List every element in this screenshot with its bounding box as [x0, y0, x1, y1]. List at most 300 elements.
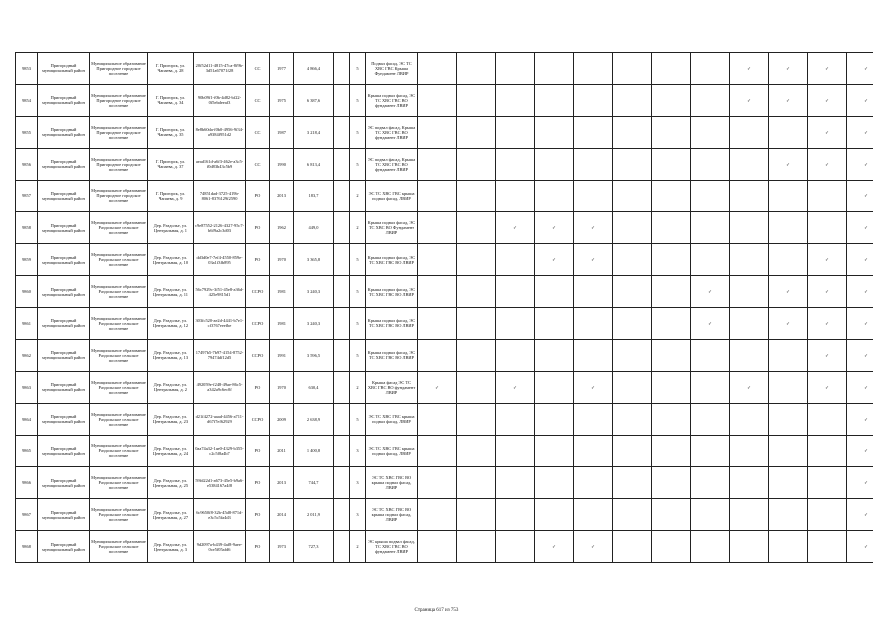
municipality-cell: Муниципальное образование Раздольское сельское поселение: [90, 244, 148, 276]
year-cell: 2014: [270, 499, 294, 531]
empty-check-cell: [457, 403, 496, 435]
checkmark-icon: ✓: [808, 308, 847, 340]
year-cell: 1977: [270, 53, 294, 85]
checkmark-icon: ✓: [847, 212, 873, 244]
works-cell: ЭС ТС ХВС ГВС ВО крыша подвал фасад, ЛВИР: [366, 467, 418, 499]
row-number: 9858: [16, 212, 38, 244]
empty-check-cell: [457, 148, 496, 180]
address-cell: Дер. Раздолье, ул. Центральная, д. 1: [148, 212, 194, 244]
area-cell: 3 218,4: [294, 116, 334, 148]
empty-check-cell: [613, 212, 652, 244]
year-cell: 2009: [270, 403, 294, 435]
checkmark-icon: ✓: [808, 244, 847, 276]
empty-check-cell: [652, 371, 691, 403]
empty-check-cell: [457, 180, 496, 212]
district-cell: Пригородный муниципальный район: [38, 435, 90, 467]
district-cell: Пригородный муниципальный район: [38, 148, 90, 180]
works-cell: ЭС ТС ХВС ГВС крыша подвал фасад, ЛВИР: [366, 403, 418, 435]
checkmark-icon: ✓: [808, 371, 847, 403]
district-cell: Пригородный муниципальный район: [38, 403, 90, 435]
year-cell: 1981: [270, 276, 294, 308]
empty-check-cell: [691, 499, 730, 531]
works-cell: Крыша подвал фасад, ЭС ТС ХВС ГВС ВО ЛВИР: [366, 308, 418, 340]
empty-check-cell: [730, 531, 769, 563]
empty-check-cell: [730, 244, 769, 276]
wall-type-cell: СС: [246, 148, 270, 180]
empty-check-cell: [535, 499, 574, 531]
empty-check-cell: [496, 84, 535, 116]
empty-check-cell: [613, 53, 652, 85]
empty-check-cell: [496, 467, 535, 499]
table-row: [16, 276, 873, 308]
area-cell: 744,7: [294, 467, 334, 499]
empty-check-cell: [613, 435, 652, 467]
table-row: [16, 403, 873, 435]
row-number: 9861: [16, 308, 38, 340]
address-cell: Дер. Раздолье, ул. Центральная, д. 10: [148, 244, 194, 276]
empty-check-cell: [574, 53, 613, 85]
checkmark-icon: ✓: [691, 276, 730, 308]
address-cell: Дер. Раздолье, ул. Центральная, д. 11: [148, 276, 194, 308]
empty-check-cell: [496, 435, 535, 467]
district-cell: Пригородный муниципальный район: [38, 276, 90, 308]
district-cell: Пригородный муниципальный район: [38, 212, 90, 244]
empty-check-cell: [769, 116, 808, 148]
checkmark-icon: ✓: [574, 531, 613, 563]
works-cell: ЭС подвал фасад, Крыша ТС ХВС ГВС ВО фундамент ЛВИР: [366, 148, 418, 180]
empty-check-cell: [535, 339, 574, 371]
municipality-cell: Муниципальное образование Пригородное городское поселение: [90, 148, 148, 180]
empty-check-cell: [769, 499, 808, 531]
empty-check-cell: [535, 116, 574, 148]
empty-check-cell: [574, 84, 613, 116]
empty-check-cell: [652, 435, 691, 467]
empty-check-cell: [652, 148, 691, 180]
district-cell: Пригородный муниципальный район: [38, 84, 90, 116]
empty-check-cell: [691, 84, 730, 116]
empty-check-cell: [613, 276, 652, 308]
empty-check-cell: [808, 180, 847, 212]
year-cell: 1981: [270, 308, 294, 340]
checkmark-icon: ✓: [808, 339, 847, 371]
empty-check-cell: [730, 116, 769, 148]
row-number: 9864: [16, 403, 38, 435]
blank-cell: [334, 499, 350, 531]
area-cell: 6 813,4: [294, 148, 334, 180]
empty-check-cell: [691, 531, 730, 563]
empty-check-cell: [652, 308, 691, 340]
empty-check-cell: [613, 499, 652, 531]
row-number: 9853: [16, 53, 38, 85]
area-cell: 3 240,3: [294, 308, 334, 340]
address-cell: Г. Пригорск, ул. Чапаева, д. 9: [148, 180, 194, 212]
empty-check-cell: [769, 244, 808, 276]
blank-cell: [334, 180, 350, 212]
guid-cell: 8e8b60da-f0b0-4956-9f34-a9384f951d2: [194, 116, 246, 148]
blank-cell: [334, 339, 350, 371]
empty-check-cell: [457, 467, 496, 499]
empty-check-cell: [691, 339, 730, 371]
checkmark-icon: ✓: [847, 531, 873, 563]
empty-check-cell: [730, 467, 769, 499]
wall-type-cell: ССРО: [246, 403, 270, 435]
checkmark-icon: ✓: [808, 276, 847, 308]
table-body: [16, 53, 873, 563]
guid-cell: aead161d-a6f3-462e-a3c5-f0d83b43c5b9: [194, 148, 246, 180]
empty-check-cell: [652, 212, 691, 244]
guid-cell: 303fc520-ae2d-4441-b7e1-cf3767eeefbe: [194, 308, 246, 340]
checkmark-icon: ✓: [847, 403, 873, 435]
year-cell: 2013: [270, 180, 294, 212]
wall-type-cell: РО: [246, 435, 270, 467]
empty-check-cell: [613, 339, 652, 371]
checkmark-icon: ✓: [847, 84, 873, 116]
checkmark-icon: ✓: [496, 212, 535, 244]
empty-check-cell: [418, 244, 457, 276]
empty-check-cell: [652, 467, 691, 499]
empty-check-cell: [769, 467, 808, 499]
empty-check-cell: [574, 276, 613, 308]
table-row: [16, 499, 873, 531]
district-cell: Пригородный муниципальный район: [38, 371, 90, 403]
empty-check-cell: [574, 435, 613, 467]
district-cell: Пригородный муниципальный район: [38, 180, 90, 212]
checkmark-icon: ✓: [808, 84, 847, 116]
table-row: [16, 116, 873, 148]
area-cell: 1 400,8: [294, 435, 334, 467]
district-cell: Пригородный муниципальный район: [38, 244, 90, 276]
empty-check-cell: [730, 339, 769, 371]
municipality-cell: Муниципальное образование Раздольское сельское поселение: [90, 276, 148, 308]
wall-type-cell: РО: [246, 244, 270, 276]
checkmark-icon: ✓: [769, 308, 808, 340]
wall-type-cell: СС: [246, 84, 270, 116]
empty-check-cell: [691, 180, 730, 212]
area-cell: 2 638,9: [294, 403, 334, 435]
empty-check-cell: [418, 84, 457, 116]
blank-cell: [334, 276, 350, 308]
empty-check-cell: [613, 531, 652, 563]
empty-check-cell: [574, 403, 613, 435]
empty-check-cell: [613, 84, 652, 116]
row-number: 9859: [16, 244, 38, 276]
district-cell: Пригородный муниципальный район: [38, 499, 90, 531]
row-number: 9854: [16, 84, 38, 116]
checkmark-icon: ✓: [847, 116, 873, 148]
guid-cell: 59fd22d1-a673-45e5-b9a6-e5384167a4f8: [194, 467, 246, 499]
empty-check-cell: [418, 531, 457, 563]
checkmark-icon: ✓: [535, 531, 574, 563]
empty-check-cell: [574, 180, 613, 212]
row-number: 9866: [16, 467, 38, 499]
works-cell: Крыша подвал фасад, ЭС ТС ХВС ГВС ВО фундамент ЛВИР: [366, 84, 418, 116]
empty-check-cell: [769, 212, 808, 244]
empty-check-cell: [496, 339, 535, 371]
district-cell: Пригородный муниципальный район: [38, 531, 90, 563]
blank-cell: [334, 244, 350, 276]
empty-check-cell: [691, 148, 730, 180]
municipality-cell: Муниципальное образование Раздольское сельское поселение: [90, 531, 148, 563]
checkmark-icon: ✓: [847, 53, 873, 85]
checkmark-icon: ✓: [847, 435, 873, 467]
empty-check-cell: [574, 499, 613, 531]
table-row: [16, 84, 873, 116]
empty-check-cell: [652, 499, 691, 531]
checkmark-icon: ✓: [574, 244, 613, 276]
empty-check-cell: [457, 116, 496, 148]
year-cell: 1962: [270, 212, 294, 244]
wall-type-cell: ССРО: [246, 308, 270, 340]
address-cell: Г. Пригорск, ул. Чапаева, д. 35: [148, 116, 194, 148]
blank-cell: [334, 371, 350, 403]
year-cell: 1987: [270, 116, 294, 148]
checkmark-icon: ✓: [691, 308, 730, 340]
empty-check-cell: [574, 339, 613, 371]
empty-check-cell: [535, 371, 574, 403]
row-number: 9865: [16, 435, 38, 467]
wall-type-cell: СС: [246, 116, 270, 148]
municipality-cell: Муниципальное образование Раздольское сельское поселение: [90, 435, 148, 467]
empty-check-cell: [691, 371, 730, 403]
empty-check-cell: [496, 244, 535, 276]
table-row: [16, 148, 873, 180]
empty-check-cell: [535, 180, 574, 212]
guid-cell: 56c7929c-3f51-45e8-a36d-425e9815d1: [194, 276, 246, 308]
checkmark-icon: ✓: [808, 53, 847, 85]
area-cell: 3 365,8: [294, 244, 334, 276]
page-number: Страница 617 из 753: [414, 608, 459, 613]
checkmark-icon: ✓: [769, 276, 808, 308]
empty-check-cell: [613, 180, 652, 212]
year-cell: 2011: [270, 435, 294, 467]
empty-check-cell: [535, 148, 574, 180]
address-cell: Г. Пригорск, ул. Чапаева, д. 34: [148, 84, 194, 116]
empty-check-cell: [808, 531, 847, 563]
empty-check-cell: [769, 435, 808, 467]
checkmark-icon: ✓: [847, 276, 873, 308]
empty-check-cell: [691, 244, 730, 276]
empty-check-cell: [418, 212, 457, 244]
empty-check-cell: [496, 499, 535, 531]
blank-cell: [334, 308, 350, 340]
municipality-cell: Муниципальное образование Раздольское сельское поселение: [90, 499, 148, 531]
empty-check-cell: [652, 276, 691, 308]
checkmark-icon: ✓: [769, 148, 808, 180]
empty-check-cell: [418, 148, 457, 180]
floors-cell: 2: [350, 531, 366, 563]
empty-check-cell: [613, 308, 652, 340]
floors-cell: 5: [350, 84, 366, 116]
district-cell: Пригородный муниципальный район: [38, 339, 90, 371]
floors-cell: 3: [350, 435, 366, 467]
year-cell: 1990: [270, 148, 294, 180]
blank-cell: [334, 212, 350, 244]
empty-check-cell: [457, 276, 496, 308]
municipality-cell: Муниципальное образование Раздольское сельское поселение: [90, 212, 148, 244]
empty-check-cell: [418, 499, 457, 531]
works-cell: Подвал фасад, ЭС ТС ХВС ГВС Крыша Фундамент ЛВИР: [366, 53, 418, 85]
works-cell: ЭС ТС ХВС ГВС крыша подвал фасад, ЛВИР: [366, 435, 418, 467]
row-number: 9856: [16, 148, 38, 180]
empty-check-cell: [535, 308, 574, 340]
empty-check-cell: [652, 531, 691, 563]
empty-check-cell: [769, 403, 808, 435]
row-number: 9860: [16, 276, 38, 308]
area-cell: 6 387,6: [294, 84, 334, 116]
empty-check-cell: [457, 53, 496, 85]
checkmark-icon: ✓: [808, 148, 847, 180]
empty-check-cell: [652, 339, 691, 371]
checkmark-icon: ✓: [769, 84, 808, 116]
empty-check-cell: [574, 116, 613, 148]
empty-check-cell: [730, 180, 769, 212]
empty-check-cell: [457, 212, 496, 244]
empty-check-cell: [691, 116, 730, 148]
checkmark-icon: ✓: [847, 467, 873, 499]
empty-check-cell: [691, 435, 730, 467]
works-cell: Крыша подвал фасад, ЭС ТС ХВС ГВС ВО ЛВИР: [366, 339, 418, 371]
guid-cell: 90b09f1-f0b-4d82-bf22-0f5ebdeeaf3: [194, 84, 246, 116]
empty-check-cell: [535, 403, 574, 435]
empty-check-cell: [613, 467, 652, 499]
empty-check-cell: [496, 148, 535, 180]
address-cell: Дер. Раздолье, ул. Центральная, д. 3: [148, 531, 194, 563]
works-cell: Крыша подвал фасад, ЭС ТС ХВС ВО Фундамент ЛВИР: [366, 212, 418, 244]
table-row: [16, 339, 873, 371]
empty-check-cell: [535, 84, 574, 116]
empty-check-cell: [418, 308, 457, 340]
empty-check-cell: [418, 435, 457, 467]
empty-check-cell: [457, 84, 496, 116]
empty-check-cell: [457, 308, 496, 340]
year-cell: 1973: [270, 531, 294, 563]
empty-check-cell: [457, 499, 496, 531]
empty-check-cell: [691, 212, 730, 244]
row-number: 9863: [16, 371, 38, 403]
municipality-cell: Муниципальное образование Пригородное городское поселение: [90, 116, 148, 148]
empty-check-cell: [418, 403, 457, 435]
checkmark-icon: ✓: [847, 180, 873, 212]
empty-check-cell: [769, 371, 808, 403]
floors-cell: 5: [350, 276, 366, 308]
empty-check-cell: [808, 403, 847, 435]
checkmark-icon: ✓: [769, 53, 808, 85]
checkmark-icon: ✓: [847, 148, 873, 180]
floors-cell: 5: [350, 308, 366, 340]
empty-check-cell: [457, 244, 496, 276]
empty-check-cell: [730, 148, 769, 180]
empty-check-cell: [535, 435, 574, 467]
area-cell: 449,0: [294, 212, 334, 244]
works-cell: ЭС подвал фасад, Крыша ТС ХВС ГВС ВО фундамент ЛВИР: [366, 116, 418, 148]
row-number: 9855: [16, 116, 38, 148]
table-row: [16, 180, 873, 212]
table-row: [16, 371, 873, 403]
floors-cell: 2: [350, 212, 366, 244]
floors-cell: 2: [350, 180, 366, 212]
empty-check-cell: [496, 53, 535, 85]
empty-check-cell: [457, 371, 496, 403]
row-number: 9862: [16, 339, 38, 371]
housing-register-table: [15, 52, 873, 563]
address-cell: Дер. Раздолье, ул. Центральная, д. 24: [148, 435, 194, 467]
guid-cell: 74851dad-3725-419b-8061-8376129f2590: [194, 180, 246, 212]
works-cell: ЭС крыша подвал фасад, ТС ХВС ГВС ВО фундамент ЛВИР: [366, 531, 418, 563]
checkmark-icon: ✓: [808, 116, 847, 148]
works-cell: ЭС ТС ХВС ГВС ВО крыша подвал фасад, ЛВИР: [366, 499, 418, 531]
row-number: 9857: [16, 180, 38, 212]
empty-check-cell: [808, 467, 847, 499]
address-cell: Г. Пригорск, ул. Чапаева, д. 28: [148, 53, 194, 85]
municipality-cell: Муниципальное образование Пригородное городское поселение: [90, 53, 148, 85]
table-row: [16, 244, 873, 276]
guid-cell: d21f4272-aaad-4456-a711-d67f7ef62929: [194, 403, 246, 435]
empty-check-cell: [496, 180, 535, 212]
floors-cell: 2: [350, 371, 366, 403]
wall-type-cell: РО: [246, 371, 270, 403]
empty-check-cell: [496, 116, 535, 148]
empty-check-cell: [691, 53, 730, 85]
table-row: [16, 435, 873, 467]
wall-type-cell: РО: [246, 180, 270, 212]
checkmark-icon: ✓: [730, 84, 769, 116]
empty-check-cell: [613, 403, 652, 435]
address-cell: Дер. Раздолье, ул. Центральная, д. 13: [148, 339, 194, 371]
empty-check-cell: [574, 148, 613, 180]
area-cell: 3 240,3: [294, 276, 334, 308]
empty-check-cell: [418, 116, 457, 148]
blank-cell: [334, 148, 350, 180]
area-cell: 630,4: [294, 371, 334, 403]
year-cell: 1970: [270, 371, 294, 403]
checkmark-icon: ✓: [496, 371, 535, 403]
table-row: [16, 531, 873, 563]
empty-check-cell: [652, 53, 691, 85]
address-cell: Дер. Раздолье, ул. Центральная, д. 27: [148, 499, 194, 531]
municipality-cell: Муниципальное образование Раздольское сельское поселение: [90, 467, 148, 499]
address-cell: Дер. Раздолье, ул. Центральная, д. 25: [148, 467, 194, 499]
empty-check-cell: [418, 53, 457, 85]
area-cell: 727,3: [294, 531, 334, 563]
area-cell: 2 011,9: [294, 499, 334, 531]
empty-check-cell: [535, 467, 574, 499]
checkmark-icon: ✓: [535, 212, 574, 244]
empty-check-cell: [496, 308, 535, 340]
empty-check-cell: [730, 308, 769, 340]
municipality-cell: Муниципальное образование Раздольское сельское поселение: [90, 371, 148, 403]
empty-check-cell: [652, 403, 691, 435]
address-cell: Дер. Раздолье, ул. Центральная, д. 12: [148, 308, 194, 340]
guid-cell: 492059e-f248-49ae-86c5-a342a9c6ec0f: [194, 371, 246, 403]
empty-check-cell: [730, 212, 769, 244]
floors-cell: 3: [350, 499, 366, 531]
empty-check-cell: [652, 84, 691, 116]
municipality-cell: Муниципальное образование Пригородное городское поселение: [90, 84, 148, 116]
area-cell: 4 866,4: [294, 53, 334, 85]
empty-check-cell: [652, 180, 691, 212]
address-cell: Дер. Раздолье, ул. Центральная, д. 2: [148, 371, 194, 403]
floors-cell: 5: [350, 148, 366, 180]
checkmark-icon: ✓: [847, 339, 873, 371]
works-cell: ЭС ТС ХВС ГВС крыша подвал фасад, ЛВИР: [366, 180, 418, 212]
wall-type-cell: СС: [246, 53, 270, 85]
empty-check-cell: [691, 467, 730, 499]
row-number: 9867: [16, 499, 38, 531]
empty-check-cell: [457, 435, 496, 467]
checkmark-icon: ✓: [574, 212, 613, 244]
area-cell: 183,7: [294, 180, 334, 212]
empty-check-cell: [652, 116, 691, 148]
